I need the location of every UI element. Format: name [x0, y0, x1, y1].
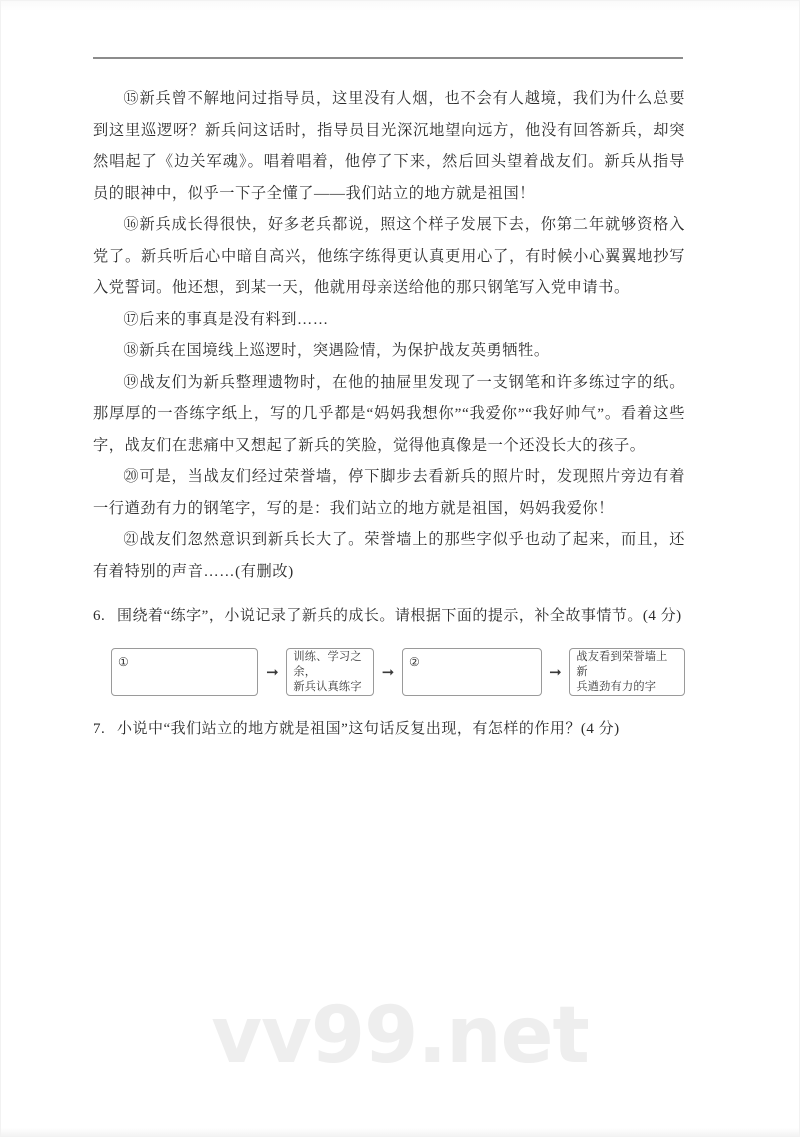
question-7-number: 7.: [93, 721, 106, 737]
flow-box-4-label: [576, 650, 678, 695]
flow-box-1[interactable]: [111, 648, 258, 696]
passage-paragraph-18: ⑱新兵在国境线上巡逻时，突遇险情，为保护战友英勇牺牲。: [123, 342, 550, 359]
flow-box-1-label: ①: [118, 655, 129, 669]
scan-edge-bottom: [1, 1128, 799, 1136]
flow-arrow-1-icon: ➞: [266, 662, 279, 681]
question-6-number: 6.: [93, 608, 106, 624]
flow-box-4: [569, 648, 685, 696]
question-6-text: 围绕着“练字”，小说记录了新兵的成长。请根据下面的提示，补全故事情节。(4 分): [117, 608, 682, 624]
question-6: [93, 601, 685, 632]
story-flow-diagram: [111, 648, 685, 696]
flow-box-3-label: ②: [408, 655, 420, 669]
scan-edge-top: [1, 1, 799, 11]
question-7: [93, 714, 685, 745]
flow-box-2-line-2: 新兵认真练字: [293, 680, 362, 693]
passage-paragraph-15: ⑮新兵曾不解地问过指导员，这里没有人烟，也不会有人越境，我们为什么总要到这里巡逻呀？新兵问这话时，指导员目光深沉地望向远方，他没有回答新兵，却突然唱起了《边关军魂》。唱着唱着，他停了下来，然后回头望着战友们。新兵从指导员的眼神中，似乎一下子全懂了——我们站立的地方就是祖国！: [93, 90, 685, 202]
flow-box-4-line-1: 战友看到荣誉墙上新: [576, 650, 668, 678]
question-7-text: 小说中“我们站立的地方就是祖国”这句话反复出现，有怎样的作用？(4 分): [117, 721, 620, 737]
site-watermark: vv99.net: [211, 991, 589, 1081]
document-content: [93, 83, 685, 745]
flow-box-2: [286, 648, 374, 696]
passage-paragraph-17: ⑰后来的事真是没有料到……: [123, 310, 329, 328]
flow-arrow-2-icon: ➞: [381, 662, 395, 681]
question-6-line: [93, 601, 685, 632]
header-rule: [93, 57, 683, 59]
flow-box-2-label: [293, 650, 367, 695]
flow-box-2-line-1: 训练、学习之余，: [293, 650, 362, 678]
passage-paragraph-16: ⑯新兵成长得很快，好多老兵都说，照这个样子发展下去，你第二年就够资格入党了。新兵听后心中暗自高兴，他练字练得更认真更用心了，有时候小心翼翼地抄写入党誓词。他还想，到某一天，他就用母亲送给他的那只钢笔写入党申请书。: [93, 216, 685, 296]
passage-paragraph-20: ⑳可是，当战友们经过荣誉墙，停下脚步去看新兵的照片时，发现照片旁边有着一行遒劲有力的钢笔字，写的是：我们站立的地方就是祖国，妈妈我爱你！: [93, 468, 685, 517]
flow-box-3[interactable]: [402, 648, 542, 696]
passage-paragraph-19: ⑲战友们为新兵整理遗物时，在他的抽屉里发现了一支钢笔和许多练过字的纸。那厚厚的一沓练字纸上，写的几乎都是“妈妈我想你”“我爱你”“我好帅气”。看着这些字，战友们在悲痛中又想起了新兵的笑脸，觉得他真像是一个还没长大的孩子。: [93, 373, 685, 454]
flow-box-4-line-2: 兵遒劲有力的字: [576, 680, 657, 693]
flow-arrow-3-icon: ➞: [549, 662, 562, 681]
question-7-line: [93, 714, 685, 745]
passage-paragraph-21: ㉑战友们忽然意识到新兵长大了。荣誉墙上的那些字似乎也动了起来，而且，还有着特别的声音……(有删改): [93, 531, 685, 580]
